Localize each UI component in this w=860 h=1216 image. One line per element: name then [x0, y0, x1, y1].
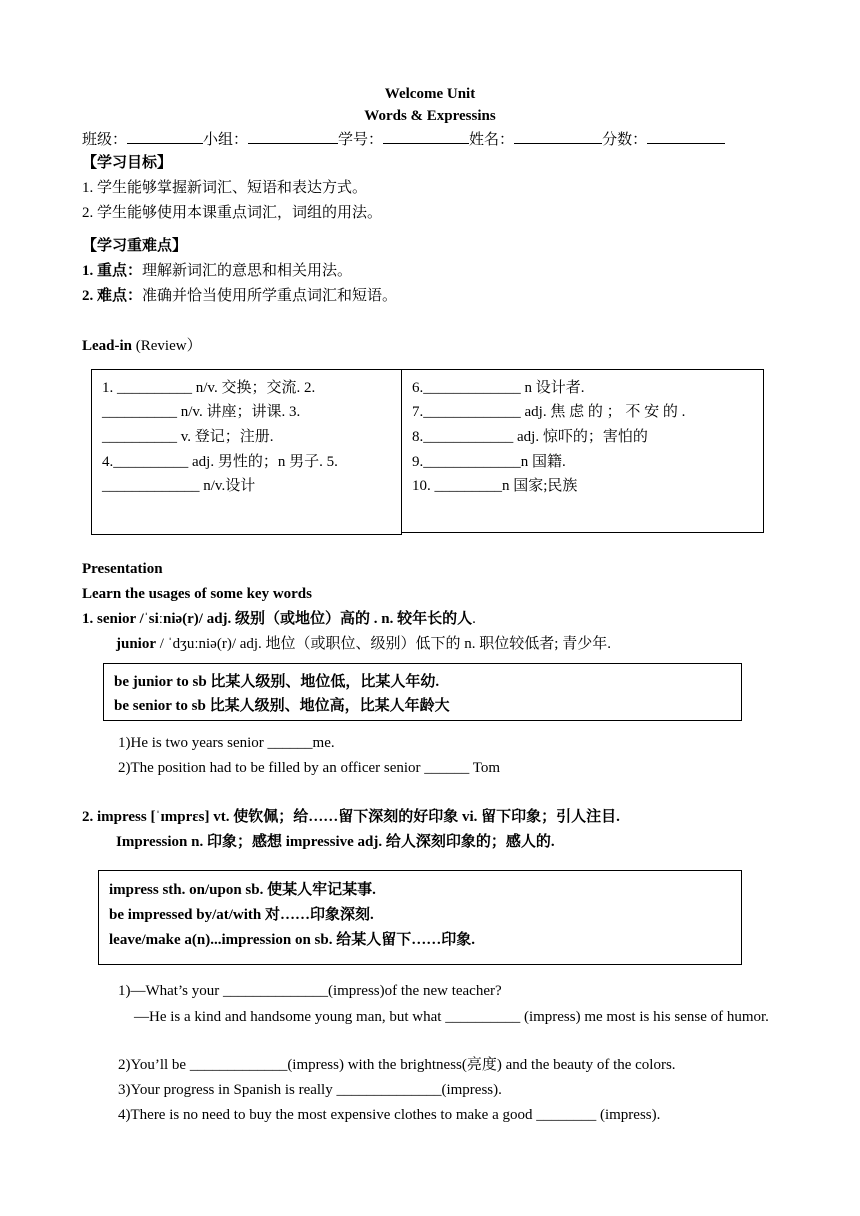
key-point-text: 理解新词汇的意思和相关用法。 [142, 263, 353, 279]
student-info-line [82, 129, 725, 151]
presentation-subheading: Learn the usages of some key words [82, 586, 312, 602]
phrase-be-senior-to: be senior to sb 比某人级别、地位高，比某人年龄大 [114, 698, 450, 714]
leadin-item: 6._____________ n 设计者. [412, 380, 585, 396]
student-id-blank[interactable] [383, 129, 469, 144]
leadin-item: __________ n/v. 讲座；讲课. 3. [102, 404, 301, 420]
word-senior-period: . [472, 611, 476, 627]
phrase-be-impressed-by: be impressed by/at/with 对……印象深刻. [109, 907, 374, 923]
goal-item: 1. 学生能够掌握新词汇、短语和表达方式。 [82, 180, 368, 196]
leadin-heading [82, 336, 202, 357]
exercise-item-answer: —He is a kind and handsome young man, but what __________ (impress) me most is his sense of humor. [134, 1009, 769, 1025]
word-junior-definition: / ˈdʒuːniə(r)/ adj. 地位（或职位、级别）低下的 n. 职位较低者; 青少年. [156, 636, 611, 652]
leadin-item: 9._____________n 国籍. [412, 454, 566, 470]
worksheet-title: Welcome Unit [384, 86, 476, 102]
exercise-item: 3)Your progress in Spanish is really ______________(impress). [118, 1082, 502, 1098]
exercise-item: 4)There is no need to buy the most expensive clothes to make a good ________ (impress). [118, 1107, 661, 1123]
word-junior-entry [116, 634, 611, 655]
leadin-label: Lead-in [82, 338, 133, 354]
difficult-point-item [82, 286, 397, 307]
leadin-item: 8.____________ adj. 惊吓的；害怕的 [412, 429, 648, 445]
leadin-right-box [401, 369, 764, 533]
student-id-label: 学号： [338, 132, 384, 148]
leadin-item: __________ v. 登记；注册. [102, 429, 274, 445]
difficult-point-text: 准确并恰当使用所学重点词汇和短语。 [142, 288, 398, 304]
exercise-item: 2)The position had to be filled by an officer senior ______ Tom [118, 760, 501, 776]
worksheet-subtitle: Words & Expressins [364, 108, 496, 124]
group-blank[interactable] [248, 129, 338, 144]
score-label: 分数： [602, 132, 648, 148]
goal-item: 2. 学生能够使用本课重点词汇，词组的用法。 [82, 205, 383, 221]
phrase-impress-on: impress sth. on/upon sb. 使某人牢记某事. [109, 882, 376, 898]
leadin-item: 7._____________ adj. 焦 虑 的 ； 不 安 的 . [412, 404, 686, 420]
key-point-item [82, 261, 352, 282]
key-points-heading: 【学习重难点】 [82, 238, 188, 254]
impress-phrase-box [98, 870, 742, 965]
class-blank[interactable] [127, 129, 203, 144]
name-label: 姓名： [469, 132, 515, 148]
leadin-item: 1. __________ n/v. 交换；交流. 2. [102, 380, 316, 396]
presentation-heading: Presentation [82, 561, 163, 577]
phrase-leave-impression: leave/make a(n)...impression on sb. 给某人留下……印象. [109, 932, 475, 948]
name-blank[interactable] [514, 129, 602, 144]
word-junior-label: junior [116, 636, 157, 652]
word-senior-entry [82, 609, 476, 630]
learning-goals-heading: 【学习目标】 [82, 155, 173, 171]
word-impression-entry: Impression n. 印象；感想 impressive adj. 给人深刻印象的；感人的. [116, 834, 555, 850]
senior-junior-phrase-box [103, 663, 742, 721]
exercise-item: 1)He is two years senior ______me. [118, 735, 335, 751]
word-senior-definition: 1. senior /ˈsiːniə(r)/ adj. 级别（或地位）高的 . n. 较年长的人 [82, 611, 473, 627]
difficult-point-label: 2. 难点： [82, 288, 143, 304]
phrase-be-junior-to: be junior to sb 比某人级别、地位低，比某人年幼. [114, 674, 440, 690]
leadin-item: _____________ n/v.设计 [102, 478, 256, 494]
score-blank[interactable] [647, 129, 725, 144]
word-impress-entry: 2. impress [ˈɪmprɛs] vt. 使钦佩；给……留下深刻的好印象 vi. 留下印象；引人注目. [82, 809, 620, 825]
exercise-item: 1)—What’s your ______________(impress)of the new teacher? [118, 983, 502, 999]
group-label: 小组： [203, 132, 249, 148]
leadin-item: 10. _________n 国家;民族 [412, 478, 578, 494]
exercise-item: 2)You’ll be _____________(impress) with the brightness(亮度) and the beauty of the colors. [118, 1057, 676, 1073]
leadin-note: (Review） [132, 338, 202, 354]
key-point-label: 1. 重点： [82, 263, 143, 279]
leadin-left-box [91, 369, 402, 535]
leadin-item: 4.__________ adj. 男性的；n 男子. 5. [102, 454, 338, 470]
class-label: 班级： [82, 132, 128, 148]
